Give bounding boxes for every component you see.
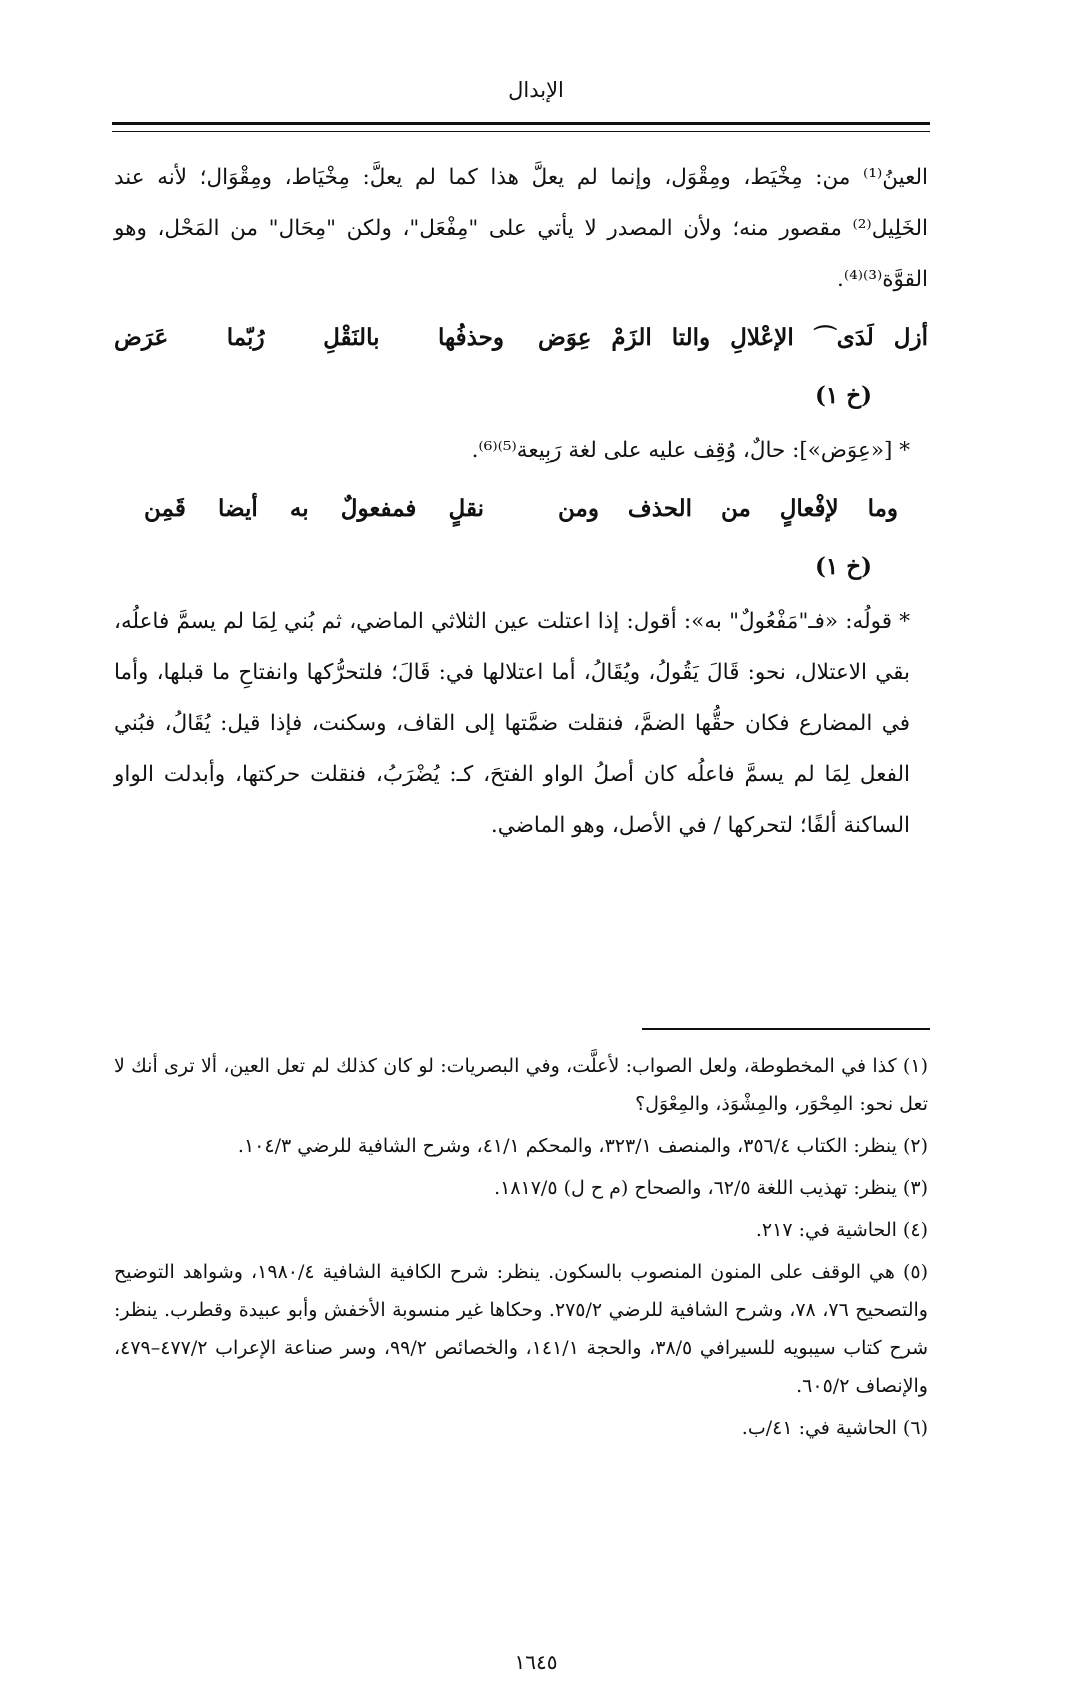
verse-word: قَمِن — [144, 495, 186, 522]
verse-word: عِوَض — [538, 324, 592, 351]
verse-2-hemistich-1 — [558, 480, 898, 538]
verse-word: والتا — [671, 324, 711, 351]
verse-word: الإعْلالِ — [730, 324, 794, 351]
verse-word: الزَمْ — [611, 324, 652, 351]
verse-word: رُبّما — [226, 324, 265, 351]
footnotes — [114, 1047, 928, 1451]
verse-2-reference: (خ ١) — [815, 553, 872, 580]
page-number: ١٦٤٥ — [514, 1650, 558, 1674]
footnote-separator — [642, 1028, 930, 1030]
verse-2-hemistich-2 — [144, 480, 484, 538]
footnote-2: (٢) ينظر: الكتاب ٣٥٦/٤، والمنصف ٣٢٣/١، والمحكم ٤١/١، وشرح الشافية للرضي ١٠٤/٣. — [237, 1135, 928, 1157]
verse-word: أيضا — [218, 495, 258, 522]
main-text — [114, 152, 928, 851]
verse-word: نقلٍ — [448, 495, 484, 522]
verse-1-reference: (خ ١) — [815, 382, 872, 409]
footnote-1: (١) كذا في المخطوطة، ولعل الصواب: لأعلَّت، وفي البصريات: لو كان كذلك لم تعل العين، ألا ترى أنك لا تعل نحو: المِحْوَر، والمِشْوَذ، والمِعْوَل؟ — [114, 1055, 928, 1115]
footnote-4: (٤) الحاشية في: ٢١٧. — [755, 1219, 928, 1241]
running-header: الإبدال — [508, 78, 564, 102]
verse-word: به — [289, 495, 309, 522]
verse-word: الحذف — [627, 495, 693, 522]
verse-word: وما — [867, 495, 898, 522]
verse-word: من — [720, 495, 751, 522]
footnote-6: (٦) الحاشية في: ٤١/ب. — [741, 1417, 928, 1439]
verse-word: لإفْعالٍ — [779, 495, 839, 522]
verse-word: عَرَض — [114, 324, 169, 351]
verse-word: لَدَى⌒ — [813, 324, 874, 351]
verse-word: بالنَقْلِ — [323, 324, 380, 351]
verse-1 — [114, 309, 928, 367]
verse-word: وحذفُها — [437, 324, 504, 351]
gloss-line: * [«عِوَض»]: حالٌ، وُقِف عليه على لغة رَبِيعة⁽⁵⁾⁽⁶⁾. — [471, 438, 910, 463]
paragraph-1: العينُ⁽¹⁾ من: مِخْيَط، ومِقْوَل، وإنما لم يعلَّ هذا كما لم يعلَّ: مِخْيَاط، ومِقْوَال؛ لأنه عند الخَلِيل⁽²⁾ مقصور منه؛ ولأن المصدر لا يأتي على "مِفْعَل"، ولكن "مِحَال" من المَحْل، وهو القوَّة⁽³⁾⁽⁴⁾. — [114, 165, 928, 292]
footnote-3: (٣) ينظر: تهذيب اللغة ٦٢/٥، والصحاح (م ح ل) ١٨١٧/٥. — [494, 1177, 928, 1199]
verse-2 — [114, 480, 928, 538]
verse-word: أزل — [893, 324, 928, 351]
verse-1-hemistich-2 — [114, 309, 504, 367]
verse-word: فمفعولٌ — [340, 495, 417, 522]
verse-1-hemistich-1 — [538, 309, 928, 367]
paragraph-2: * قولُه: «فـ"مَفْعُولٌ" به»: أقول: إذا اعتلت عين الثلاثي الماضي، ثم بُني لِمَا لم يسمَّ فاعلُه، بقي الاعتلال، نحو: قَالَ يَقُولُ، ويُقَالُ، أما اعتلالها في: قَالَ؛ فلتحرُّكها وانفتاحِ ما قبلها، وأما في المضارع فكان حقُّها الضمَّ، فنقلت ضمَّتها إلى القاف، وسكنت، فإذا قيل: يُقَالُ، فبُني الفعل لِمَا لم يسمَّ فاعلُه كان أصلُ الواو الفتحَ، كـ: يُضْرَبُ، فنقلت حركتها، وأبدلت الواو الساكنة ألفًا؛ لتحركها / في الأصل، وهو الماضي. — [114, 609, 910, 838]
footnote-5: (٥) هي الوقف على المنون المنصوب بالسكون. ينظر: شرح الكافية الشافية ١٩٨٠/٤، وشواهد التوضيح والتصحيح ٧٦، ٧٨، وشرح الشافية للرضي ٢٧٥/٢. وحكاها غير منسوبة الأخفش وأبو عبيدة وقطرب. ينظر: شرح كتاب سيبويه للسيرافي ٣٨/٥، والحجة ١٤١/١، والخصائص ٩٩/٢، وسر صناعة الإعراب ٤٧٧/٢–٤٧٩، والإنصاف ٦٠٥/٢. — [114, 1261, 928, 1397]
verse-word: ومن — [558, 495, 599, 522]
header-rule-thin — [112, 131, 930, 132]
header-rule-thick — [112, 122, 930, 125]
